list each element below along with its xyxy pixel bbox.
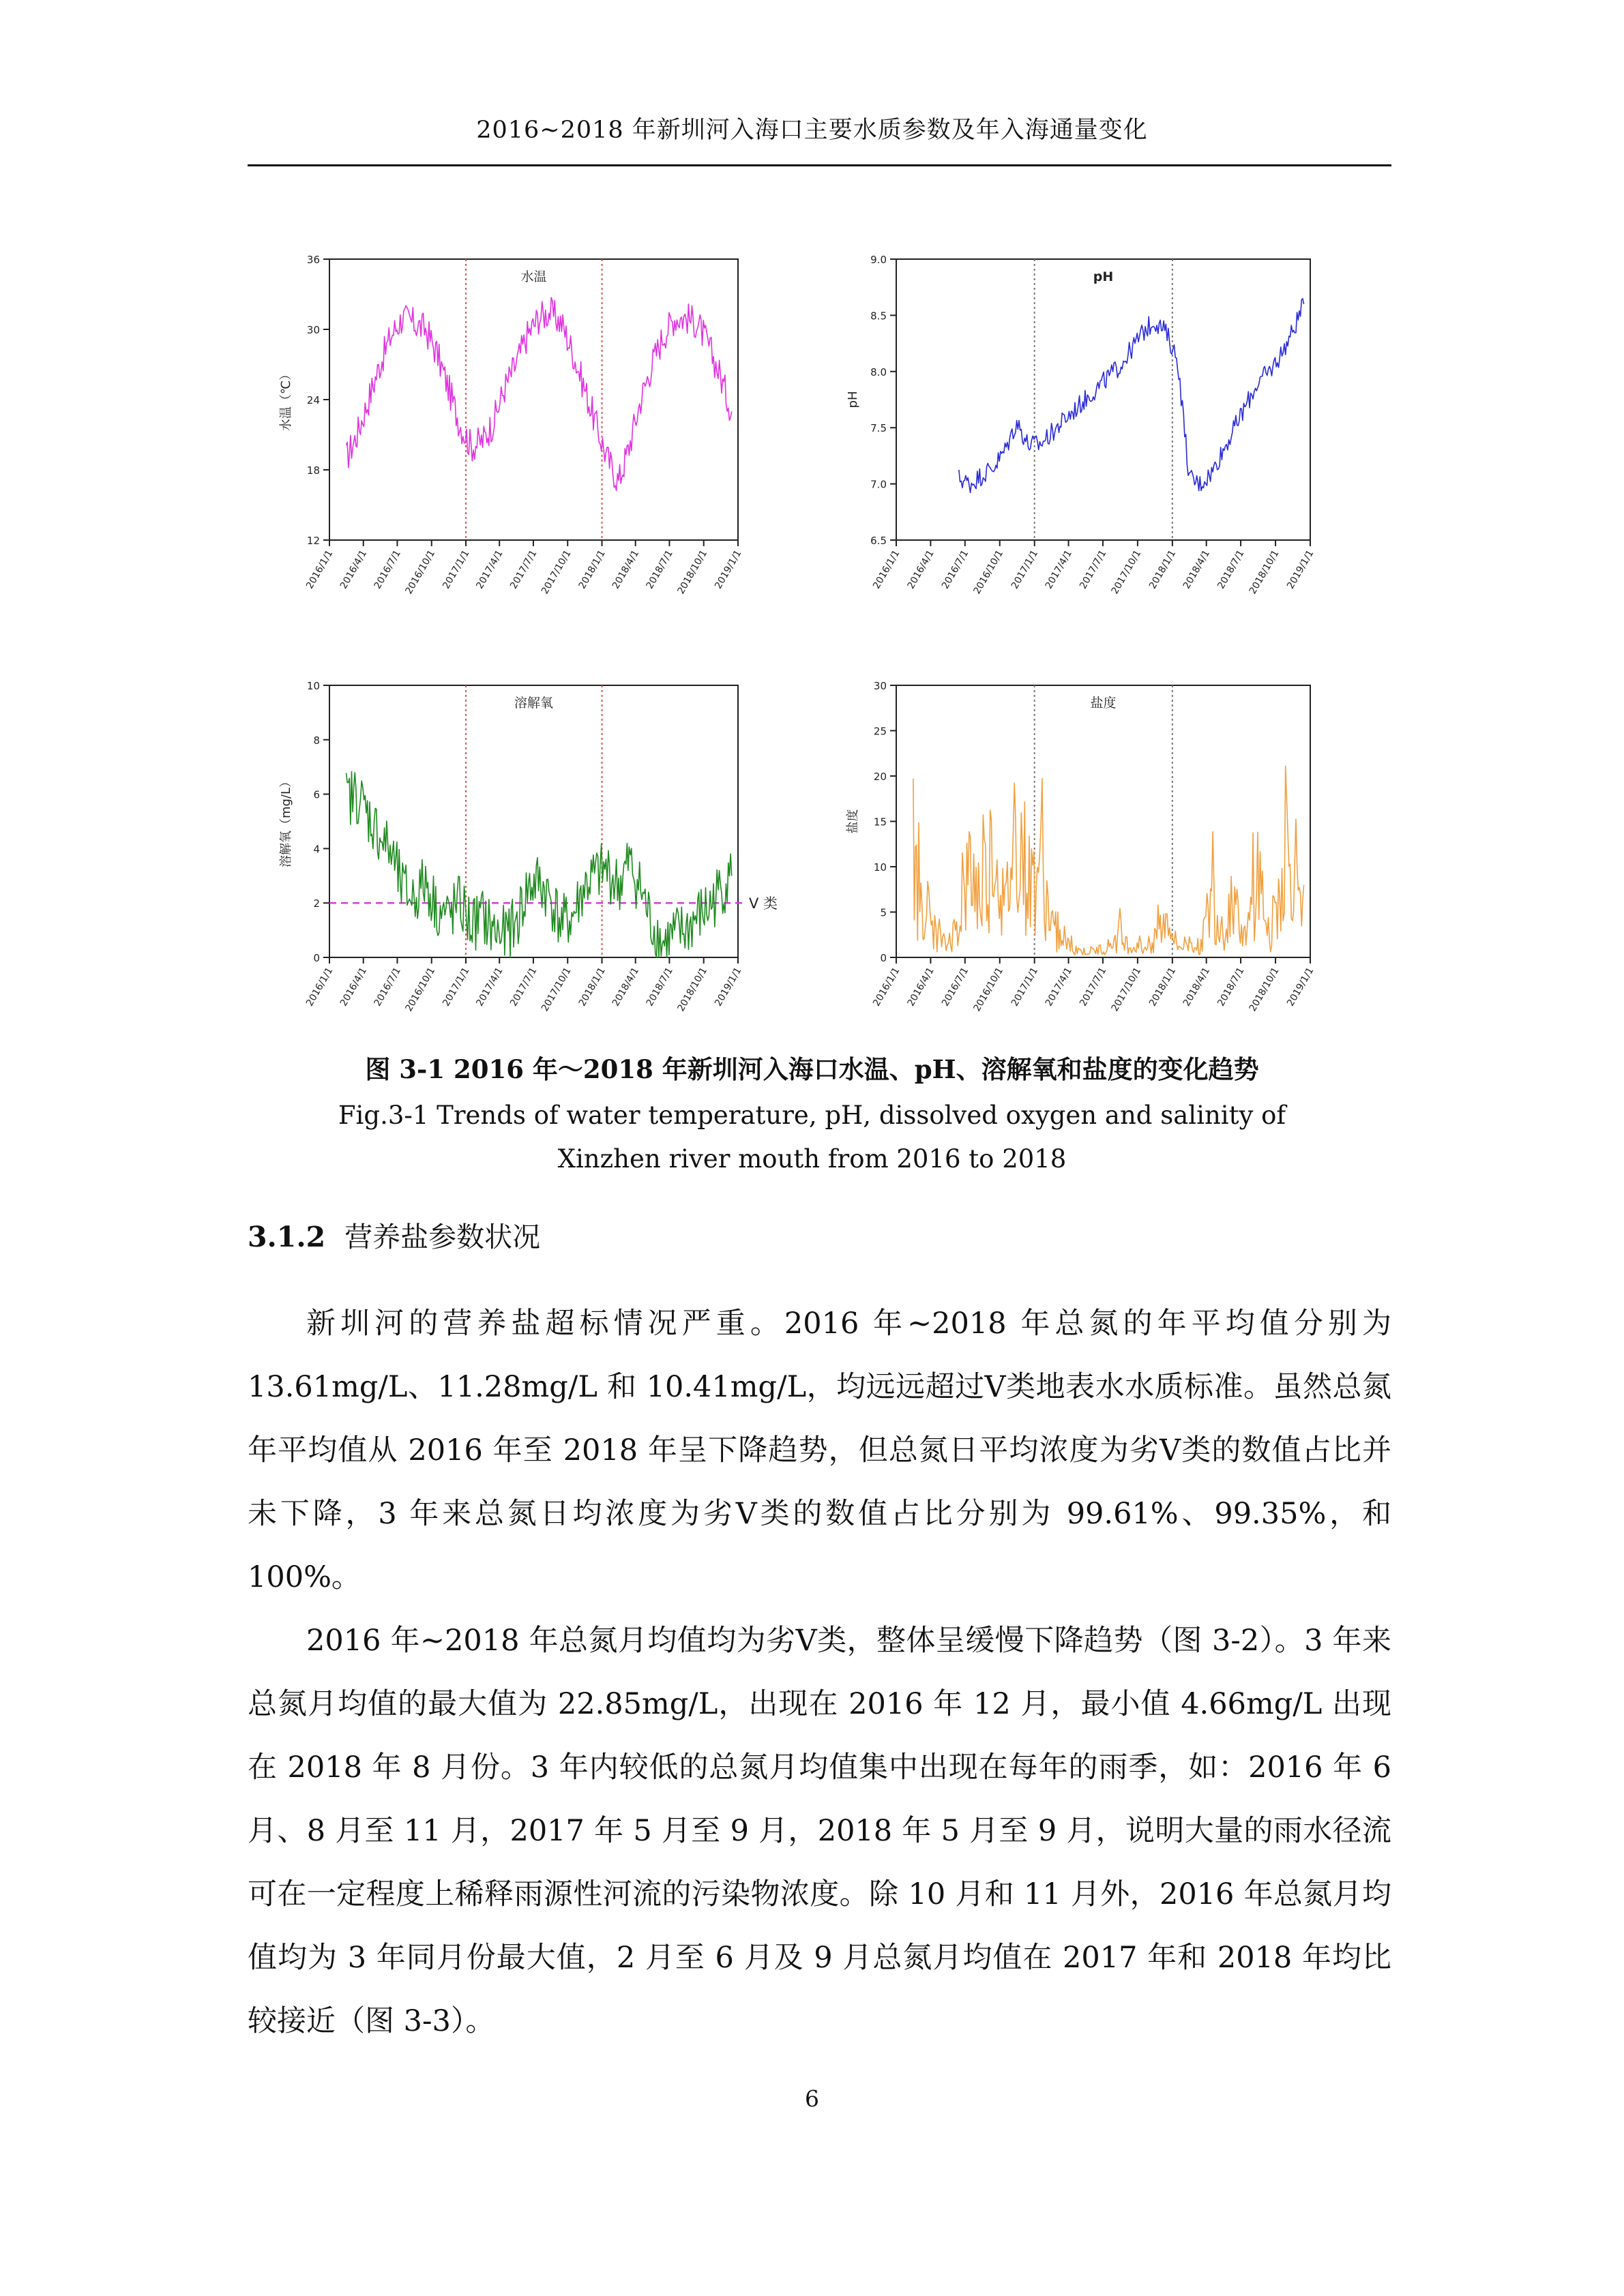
x-tick-label: 2019/1/1: [713, 548, 744, 591]
figure-caption-chinese: 图 3-1 2016 年～2018 年新圳河入海口水温、pH、溶解氧和盐度的变化趋势: [365, 1054, 1259, 1084]
section-number: 3.1.2: [248, 1221, 326, 1253]
series-line-dissolved-oxygen: [346, 772, 732, 957]
x-tick-label: 2016/7/1: [939, 966, 971, 1009]
y-tick-label: 18: [306, 464, 320, 477]
series-line-ph: [959, 299, 1304, 493]
chart-ph: [846, 254, 1316, 596]
y-tick-label: 2: [313, 897, 320, 910]
x-tick-label: 2018/1/1: [576, 548, 608, 591]
x-tick-label: 2016/1/1: [304, 548, 336, 591]
series-line-temperature: [346, 297, 732, 490]
y-tick-label: 9.0: [870, 254, 887, 266]
chart-dissolved-oxygen: [279, 680, 778, 1013]
figure-caption-english-line2: Xinzhen river mouth from 2016 to 2018: [557, 1144, 1067, 1174]
running-head: 2016~2018 年新圳河入海口主要水质参数及年入海通量变化: [476, 117, 1148, 144]
x-tick-label: 2017/1/1: [1009, 966, 1041, 1009]
x-tick-label: 2018/4/1: [1181, 966, 1213, 1009]
y-tick-label: 30: [873, 680, 887, 692]
x-tick-label: 2016/10/1: [403, 548, 438, 597]
x-tick-label: 2018/10/1: [675, 548, 710, 597]
panel-title: 盐度: [1090, 696, 1117, 711]
y-tick-label: 10: [873, 861, 887, 874]
section-title: 营养盐参数状况: [344, 1221, 541, 1253]
plot-frame: [896, 259, 1310, 540]
x-tick-label: 2017/10/1: [539, 548, 574, 597]
x-tick-label: 2016/1/1: [871, 966, 902, 1009]
y-axis-label: 溶解氧（mg/L）: [279, 775, 293, 868]
x-tick-label: 2019/1/1: [713, 966, 744, 1009]
x-tick-label: 2019/1/1: [1285, 548, 1316, 591]
chart-salinity: [846, 680, 1316, 1013]
x-tick-label: 2017/7/1: [508, 966, 540, 1009]
figure-caption-english-line1: Fig.3-1 Trends of water temperature, pH, dissolved oxygen and salinity of: [338, 1101, 1286, 1130]
x-tick-label: 2017/1/1: [1009, 548, 1041, 591]
y-tick-label: 8.0: [870, 366, 887, 378]
y-tick-label: 30: [306, 324, 320, 336]
x-tick-label: 2018/7/1: [644, 548, 675, 591]
x-tick-label: 2016/1/1: [304, 966, 336, 1009]
x-tick-label: 2018/4/1: [610, 966, 642, 1009]
y-tick-label: 6.5: [870, 535, 887, 547]
x-tick-label: 2017/10/1: [539, 966, 574, 1014]
panel-title: 水温: [520, 269, 547, 284]
y-tick-label: 8: [313, 734, 320, 747]
y-tick-label: 20: [873, 771, 887, 783]
x-tick-label: 2017/4/1: [1043, 548, 1075, 591]
y-tick-label: 0: [880, 952, 887, 964]
y-tick-label: 15: [873, 816, 887, 829]
x-tick-label: 2018/10/1: [1247, 966, 1282, 1014]
x-tick-label: 2018/1/1: [1147, 966, 1179, 1009]
paragraph-2: 2016 年~2018 年总氮月均值均为劣Ⅴ类，整体呈缓慢下降趋势（图 3-2）。3 年来总氮月均值的最大值为 22.85mg/L，出现在 2016 年 12 月，最小值 4.66mg/L 出现在 2018 年 8 月份。3 年内较低的总氮月均值集中出现在每年的雨季，如：2016 年 6 月、8 月至 11 月，2017 年 5 月至 9 月，2018 年 5 月至 9 月，说明大量的雨水径流可在一定程度上稀释雨源性河流的污染物浓度。除 10 月和 11 月外，2016 年总氮月均值均为 3 年同月份最大值，2 月至 6 月及 9 月总氮月均值在 2017 年和 2018 年均比较接近（图 3-3）。: [248, 1624, 1391, 2038]
x-tick-label: 2017/7/1: [508, 548, 540, 591]
x-tick-label: 2016/7/1: [372, 966, 403, 1009]
page-number: 6: [805, 2085, 819, 2112]
x-tick-label: 2019/1/1: [1285, 966, 1316, 1009]
x-tick-label: 2016/10/1: [971, 548, 1006, 597]
x-tick-label: 2016/4/1: [338, 966, 370, 1009]
plot-frame: [329, 259, 738, 540]
y-tick-label: 12: [306, 535, 320, 547]
x-tick-label: 2016/7/1: [372, 548, 403, 591]
x-tick-label: 2016/1/1: [871, 548, 902, 591]
x-tick-label: 2016/7/1: [939, 548, 971, 591]
x-tick-label: 2018/4/1: [1181, 548, 1213, 591]
y-tick-label: 7.5: [870, 422, 887, 435]
panel-title: 溶解氧: [514, 696, 554, 711]
x-tick-label: 2017/1/1: [441, 548, 472, 591]
x-tick-label: 2017/4/1: [1043, 966, 1075, 1009]
x-tick-label: 2016/4/1: [338, 548, 370, 591]
y-tick-label: 5: [880, 906, 887, 919]
x-tick-label: 2018/10/1: [675, 966, 710, 1014]
y-tick-label: 10: [306, 680, 320, 692]
x-tick-label: 2018/10/1: [1247, 548, 1282, 597]
y-tick-label: 0: [313, 952, 320, 964]
y-tick-label: 24: [306, 394, 320, 406]
x-tick-label: 2018/7/1: [1215, 548, 1247, 591]
x-tick-label: 2018/7/1: [1215, 966, 1247, 1009]
y-tick-label: 8.5: [870, 310, 887, 323]
y-tick-label: 4: [313, 843, 320, 856]
x-tick-label: 2016/4/1: [905, 548, 936, 591]
x-tick-label: 2016/4/1: [905, 966, 936, 1009]
panel-title: pH: [1093, 269, 1114, 284]
y-axis-label: 盐度: [846, 809, 860, 834]
x-tick-label: 2017/1/1: [441, 966, 472, 1009]
figure-3-1: [0, 0, 1624, 1043]
x-tick-label: 2017/4/1: [474, 548, 505, 591]
class-v-reference-label: V 类: [749, 895, 778, 912]
chart-temperature: [279, 254, 743, 596]
y-tick-label: 6: [313, 788, 320, 801]
x-tick-label: 2018/1/1: [576, 966, 608, 1009]
x-tick-label: 2018/4/1: [610, 548, 642, 591]
series-line-salinity: [913, 766, 1304, 955]
x-tick-label: 2016/10/1: [403, 966, 438, 1014]
x-tick-label: 2017/10/1: [1109, 548, 1144, 597]
body-text: [248, 1292, 1391, 2053]
y-tick-label: 7.0: [870, 478, 887, 491]
x-tick-label: 2017/7/1: [1078, 548, 1109, 591]
y-axis-label: 水温（℃）: [279, 368, 293, 432]
x-tick-label: 2018/7/1: [644, 966, 675, 1009]
x-tick-label: 2017/4/1: [474, 966, 505, 1009]
x-tick-label: 2016/10/1: [971, 966, 1006, 1014]
figure-caption-english: [0, 1094, 1624, 1181]
x-tick-label: 2017/7/1: [1078, 966, 1109, 1009]
y-tick-label: 25: [873, 725, 887, 738]
x-tick-label: 2017/10/1: [1109, 966, 1144, 1014]
y-tick-label: 36: [306, 254, 320, 266]
x-tick-label: 2018/1/1: [1147, 548, 1179, 591]
paragraph-1: 新圳河的营养盐超标情况严重。2016 年~2018 年总氮的年平均值分别为 13.61mg/L、11.28mg/L 和 10.41mg/L，均远远超过Ⅴ类地表水水质标准。虽然总氮年平均值从 2016 年至 2018 年呈下降趋势，但总氮日平均浓度为劣Ⅴ类的数值占比并未下降，3 年来总氮日均浓度为劣Ⅴ类的数值占比分别为 99.61%、99.35%，和 100%。: [248, 1307, 1391, 1594]
y-axis-label: pH: [846, 391, 860, 408]
section-heading: [248, 1214, 540, 1255]
plot-frame: [329, 685, 738, 957]
